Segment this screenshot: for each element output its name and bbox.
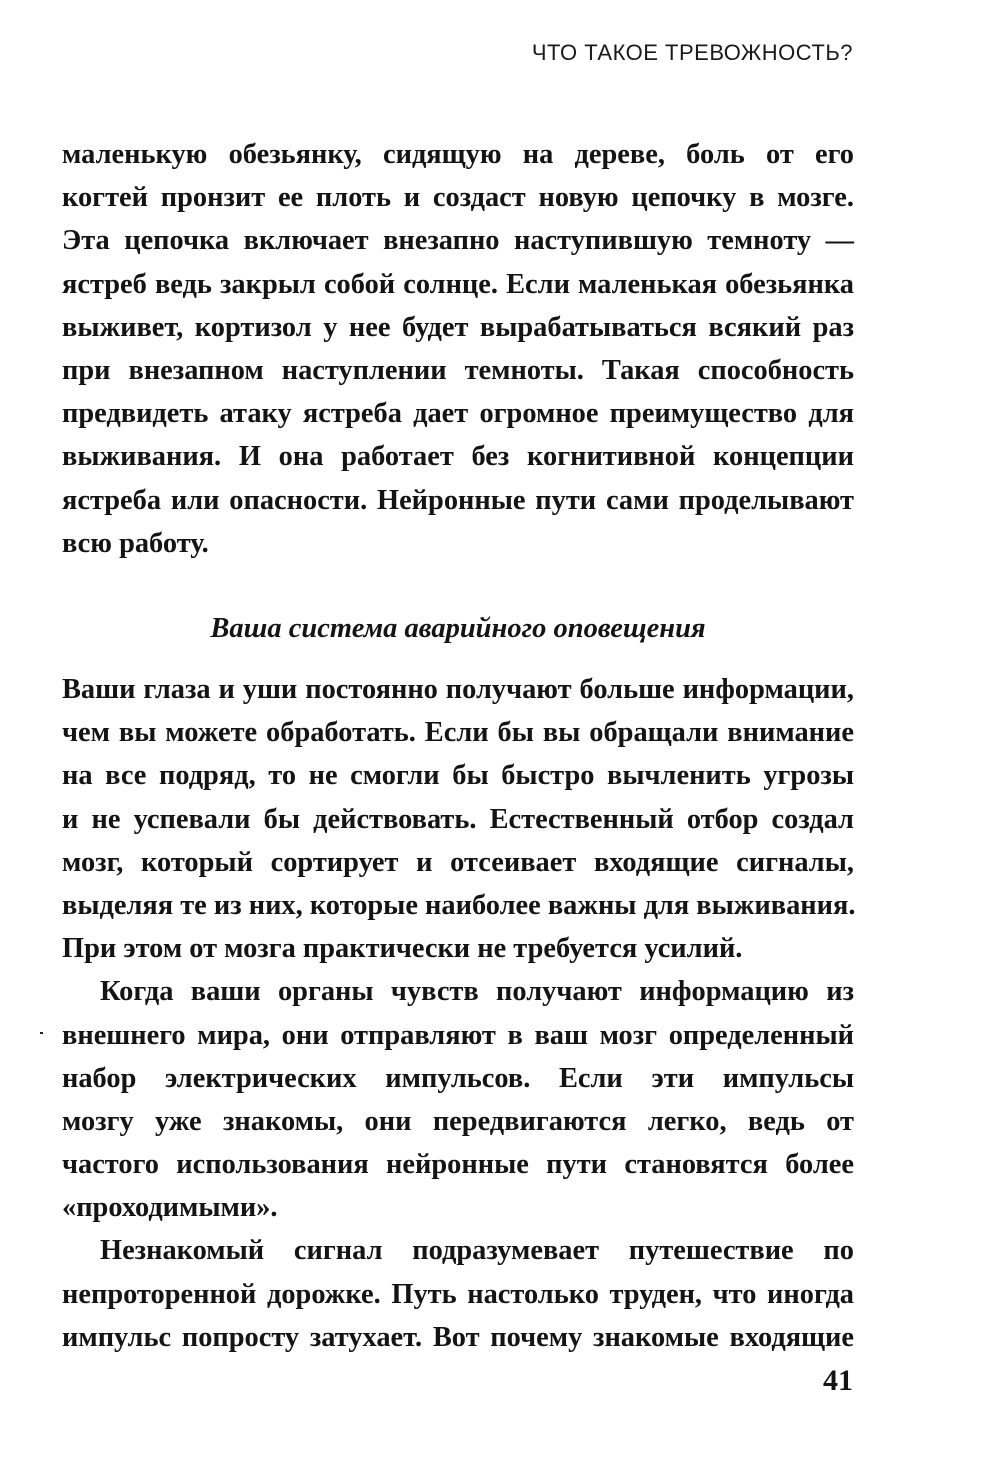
text-line: предвидеть атаку ястреба дает огромное преимущество для — [62, 398, 854, 430]
text-line: Эта цепочка включает внезапно наступившую темноту — — [62, 225, 854, 257]
body-text-continued — [62, 668, 854, 1359]
text-line: на все подряд, то не смогли бы быстро вычленить угрозы — [62, 760, 854, 792]
text-line: всю работу. — [62, 527, 209, 559]
text-line: ястреб ведь закрыл собой солнце. Если маленькая обезьянка — [62, 268, 854, 300]
page-number: 41 — [823, 1364, 853, 1397]
text-line: когтей пронзит ее плоть и создаст новую цепочку в мозге. — [62, 182, 854, 214]
text-line: внешнего мира, они отправляют в ваш мозг определенный — [62, 1019, 854, 1051]
text-line: При этом от мозга практически не требуется усилий. — [62, 933, 743, 965]
text-line: при внезапном наступлении темноты. Такая способность — [62, 354, 854, 386]
text-line: Когда ваши органы чувств получают информацию из — [100, 976, 854, 1008]
margin-mark — [40, 1032, 43, 1034]
text-line: частого использования нейронные пути становятся более — [62, 1149, 854, 1181]
text-line: импульс попросту затухает. Вот почему знакомые входящие — [62, 1321, 854, 1353]
text-line: непроторенной дорожке. Путь настолько труден, что иногда — [62, 1278, 854, 1310]
text-line: выделяя те из них, которые наиболее важны для выживания. — [62, 889, 856, 921]
paragraph-2 — [62, 668, 854, 970]
running-header: ЧТО ТАКОЕ ТРЕВОЖНОСТЬ? — [531, 40, 853, 65]
text-line: мозг, который сортирует и отсеивает входящие сигналы, — [62, 846, 854, 878]
paragraph-1 — [62, 133, 854, 565]
text-line: и не успевали бы действовать. Естественный отбор создал — [62, 803, 854, 835]
text-line: ястреба или опасности. Нейронные пути сами проделывают — [62, 484, 854, 516]
text-line: маленькую обезьянку, сидящую на дереве, боль от его — [62, 139, 854, 170]
text-line: выживет, кортизол у нее будет вырабатываться всякий раз — [62, 311, 854, 343]
paragraph-3 — [62, 970, 854, 1229]
text-line: чем вы можете обработать. Если бы вы обращали внимание — [62, 717, 854, 749]
text-line: набор электрических импульсов. Если эти импульсы — [62, 1062, 854, 1094]
text-line: выживания. И она работает без когнитивной концепции — [62, 441, 854, 473]
text-line: Ваши глаза и уши постоянно получают больше информации, — [62, 674, 854, 705]
text-line: «проходимыми». — [62, 1192, 278, 1224]
section-heading: Ваша система аварийного оповещения — [210, 613, 706, 644]
paragraph-4 — [62, 1229, 854, 1359]
text-line: мозгу уже знакомы, они передвигаются легко, ведь от — [62, 1105, 854, 1137]
text-line: Незнакомый сигнал подразумевает путешествие по — [100, 1235, 854, 1267]
